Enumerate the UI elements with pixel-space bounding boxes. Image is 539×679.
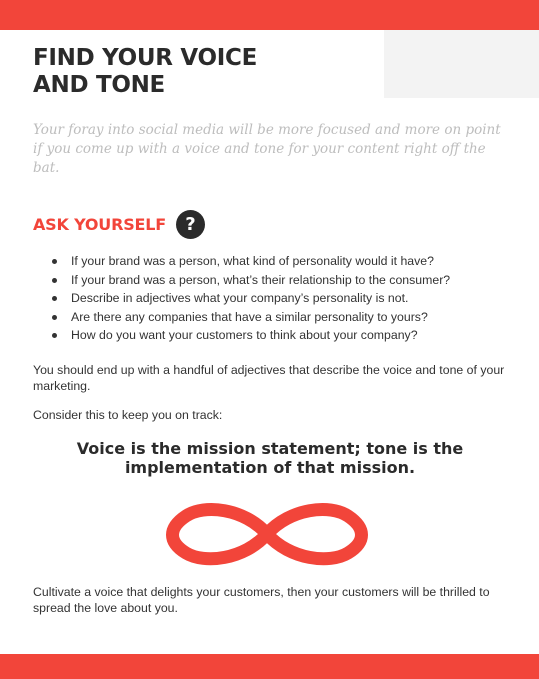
mission-quote: Voice is the mission statement; tone is the implementation of that mission. (76, 439, 464, 477)
page-title-line-2: AND TONE (33, 72, 165, 98)
on-track-paragraph: Consider this to keep you on track: (33, 408, 223, 422)
infinity-icon (164, 496, 370, 572)
question-list (50, 252, 450, 345)
ask-yourself-heading: ASK YOURSELF (33, 215, 166, 234)
corner-panel (384, 30, 539, 98)
adjectives-paragraph: You should end up with a handful of adjectives that describe the voice and tone of your marketing. (33, 363, 505, 393)
question-item: Describe in adjectives what your company’s personality is not. (50, 289, 450, 308)
question-item: Are there any companies that have a similar personality to yours? (50, 308, 450, 327)
closing-paragraph: Cultivate a voice that delights your customers, then your customers will be thrilled to spread the love about you. (33, 585, 490, 615)
question-item: How do you want your customers to think about your company? (50, 326, 450, 345)
bottom-accent-bar (0, 654, 539, 679)
page-title (33, 45, 257, 99)
question-item: If your brand was a person, what’s their relationship to the consumer? (50, 271, 450, 290)
intro-text: Your foray into social media will be more focused and more on point if you come up with a voice and tone for your content right off the bat. (33, 122, 501, 176)
question-mark-icon: ? (176, 210, 205, 239)
top-accent-bar (0, 0, 539, 30)
page-title-line-1: FIND YOUR VOICE (33, 45, 257, 71)
question-item: If your brand was a person, what kind of personality would it have? (50, 252, 450, 271)
